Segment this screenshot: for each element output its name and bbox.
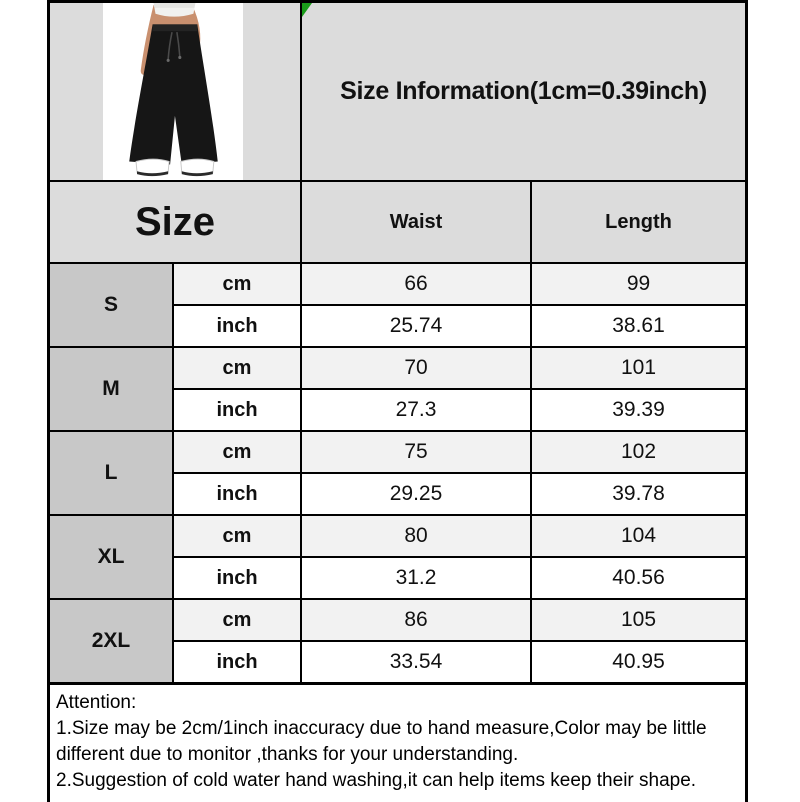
attention-note-box: [47, 682, 748, 802]
unit-cell: cm: [174, 516, 300, 556]
value-cell: 80: [302, 516, 530, 556]
unit-cell: inch: [174, 306, 300, 346]
value-cell: 31.2: [302, 558, 530, 598]
value-cell: 86: [302, 600, 530, 640]
value-cell: 104: [532, 516, 745, 556]
attention-line: 2.Suggestion of cold water hand washing,it can help items keep their shape.: [56, 770, 697, 791]
value-cell: 101: [532, 348, 745, 388]
value-cell: 39.39: [532, 390, 745, 430]
value-cell: 40.56: [532, 558, 745, 598]
value-cell: 102: [532, 432, 745, 472]
value-cell: 27.3: [302, 390, 530, 430]
pants-product-image: [103, 3, 243, 180]
column-header-size: Size: [50, 182, 300, 262]
size-label-l: L: [50, 432, 172, 514]
unit-cell: cm: [174, 348, 300, 388]
size-label-m: M: [50, 348, 172, 430]
value-cell: 105: [532, 600, 745, 640]
column-header-waist: Waist: [302, 182, 530, 262]
unit-cell: inch: [174, 642, 300, 682]
value-cell: 75: [302, 432, 530, 472]
unit-cell: inch: [174, 474, 300, 514]
size-label-xl: XL: [50, 516, 172, 598]
corner-marker-icon: [302, 3, 312, 17]
unit-cell: inch: [174, 558, 300, 598]
unit-cell: cm: [174, 264, 300, 304]
page-title: Size Information(1cm=0.39inch): [340, 77, 707, 105]
unit-cell: cm: [174, 600, 300, 640]
value-cell: 39.78: [532, 474, 745, 514]
unit-cell: cm: [174, 432, 300, 472]
size-label-s: S: [50, 264, 172, 346]
value-cell: 25.74: [302, 306, 530, 346]
size-table: [47, 0, 748, 685]
value-cell: 33.54: [302, 642, 530, 682]
size-chart-sheet: [47, 0, 748, 791]
attention-line: 1.Size may be 2cm/1inch inaccuracy due to hand measure,Color may be little: [56, 718, 707, 739]
product-photo: [103, 3, 243, 180]
size-label-2xl: 2XL: [50, 600, 172, 682]
value-cell: 99: [532, 264, 745, 304]
unit-cell: inch: [174, 390, 300, 430]
product-photo-cell: [50, 3, 300, 180]
value-cell: 29.25: [302, 474, 530, 514]
value-cell: 38.61: [532, 306, 745, 346]
value-cell: 70: [302, 348, 530, 388]
column-header-length: Length: [532, 182, 745, 262]
value-cell: 66: [302, 264, 530, 304]
title-cell: [302, 3, 745, 180]
attention-line: different due to monitor ,thanks for your understanding.: [56, 744, 519, 765]
value-cell: 40.95: [532, 642, 745, 682]
attention-heading: Attention:: [56, 692, 137, 713]
